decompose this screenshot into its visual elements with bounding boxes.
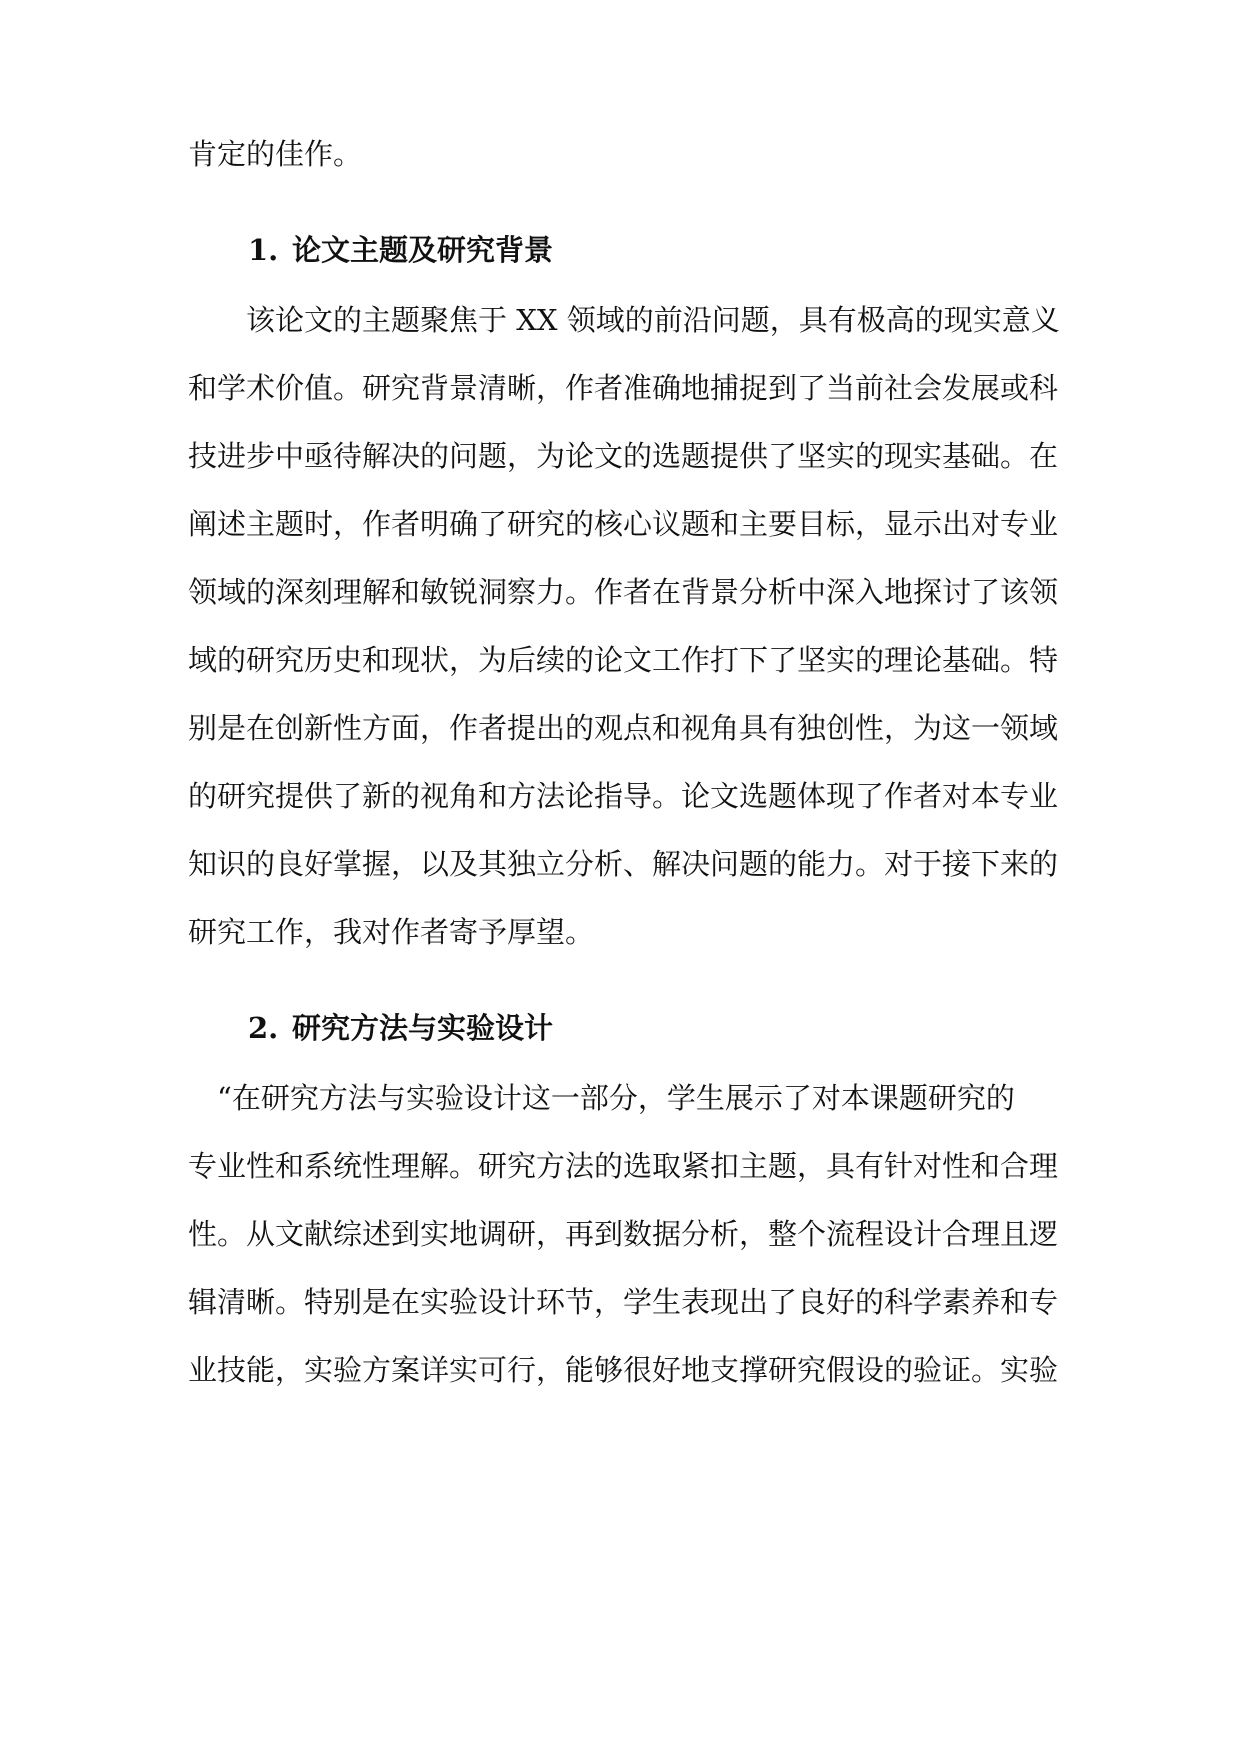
paragraph-line: 研究工作，我对作者寄予厚望。 xyxy=(188,915,595,949)
section-title: 研究方法与实验设计 xyxy=(292,1011,554,1045)
paragraph-line: 和学术价值。研究背景清晰，作者准确地捕捉到了当前社会发展或科 xyxy=(188,371,1059,405)
paragraph-line: 肯定的佳作。 xyxy=(188,137,363,171)
paragraph-line: 辑清晰。特别是在实验设计环节，学生表现出了良好的科学素养和专 xyxy=(188,1285,1059,1319)
section-number: 1. xyxy=(248,233,279,267)
paragraph-line: 域的研究历史和现状，为后续的论文工作打下了坚实的理论基础。特 xyxy=(188,643,1059,677)
paragraph-line: 领域的深刻理解和敏锐洞察力。作者在背景分析中深入地探讨了该领 xyxy=(188,575,1059,609)
paragraph-line: 该论文的主题聚焦于 XX 领域的前沿问题，具有极高的现实意义 xyxy=(188,303,1060,337)
paragraph-line: “在研究方法与实验设计这一部分，学生展示了对本课题研究的 xyxy=(188,1081,1015,1115)
paragraph-line: 别是在创新性方面，作者提出的观点和视角具有独创性，为这一领域 xyxy=(188,711,1059,745)
paragraph-line: 性。从文献综述到实地调研，再到数据分析，整个流程设计合理且逻 xyxy=(188,1217,1059,1251)
paragraph-line: 专业性和系统性理解。研究方法的选取紧扣主题，具有针对性和合理 xyxy=(188,1149,1059,1183)
section-heading-2 xyxy=(248,1008,553,1048)
paragraph-line: 技进步中亟待解决的问题，为论文的选题提供了坚实的现实基础。在 xyxy=(188,439,1059,473)
section-heading-1 xyxy=(248,230,553,270)
paragraph-line: 业技能，实验方案详实可行，能够很好地支撑研究假设的验证。实验 xyxy=(188,1353,1059,1387)
paragraph-line: 的研究提供了新的视角和方法论指导。论文选题体现了作者对本专业 xyxy=(188,779,1059,813)
paragraph-line: 阐述主题时，作者明确了研究的核心议题和主要目标，显示出对专业 xyxy=(188,507,1059,541)
section-title: 论文主题及研究背景 xyxy=(292,233,554,267)
paragraph-line: 知识的良好掌握，以及其独立分析、解决问题的能力。对于接下来的 xyxy=(188,847,1059,881)
section-number: 2. xyxy=(248,1011,279,1045)
